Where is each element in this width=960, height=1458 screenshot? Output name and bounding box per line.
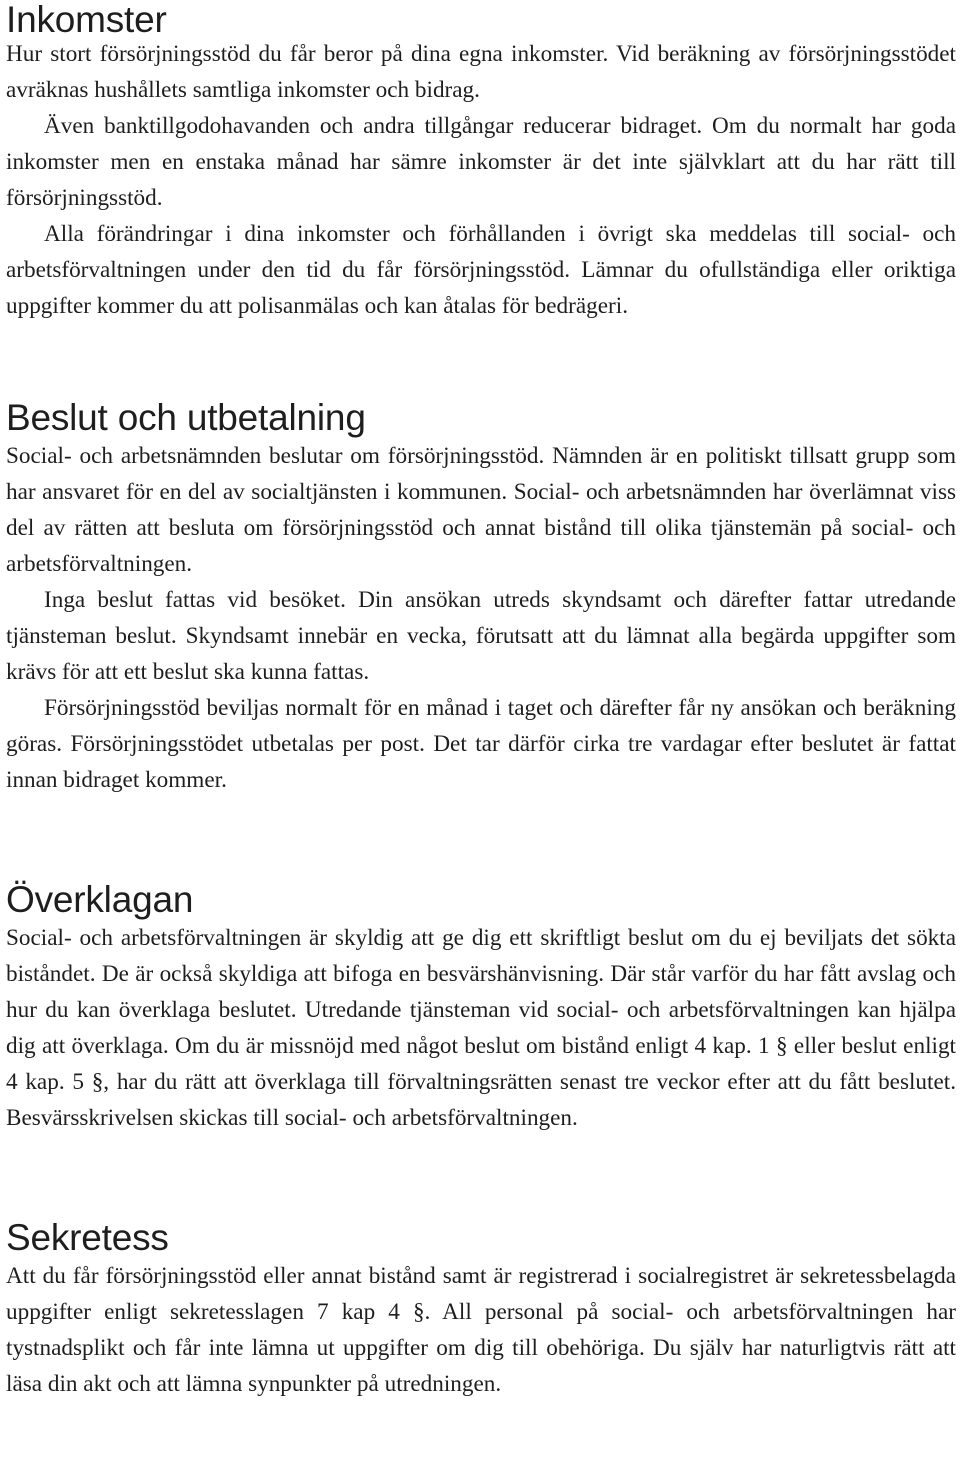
paragraph: Att du får försörjningsstöd eller annat bistånd samt är registrerad i socialregistret är sekretessbelagda uppgifter enligt sekretesslagen 7 kap 4 §. All personal på social- och arbetsförvaltningen har tystnadsplikt och får inte lämna ut uppgifter om dig till obehöriga. Du själv har naturligtvis rätt att läsa din akt och att lämna synpunkter på utredningen.: [6, 1263, 956, 1397]
paragraph: Inga beslut fattas vid besöket. Din ansökan utreds skyndsamt och därefter fattar utredande tjänsteman beslut. Skyndsamt innebär en vecka, förutsatt att du lämnat alla begärda uppgifter som krävs för att ett beslut ska kunna fattas.: [6, 587, 956, 685]
section-overklagan: [6, 880, 956, 1136]
section-beslut-och-utbetalning: [6, 398, 956, 798]
section-heading: Sekretess: [6, 1217, 169, 1258]
section-heading: Beslut och utbetalning: [6, 397, 366, 438]
paragraph: Social- och arbetsnämnden beslutar om försörjningsstöd. Nämnden är en politiskt tillsatt grupp som har ansvaret för en del av socialtjänsten i kommunen. Social- och arbetsnämnden har överlämnat viss del av rätten att besluta om försörjningsstöd och annat bistånd till olika tjänstemän på social- och arbetsförvaltningen.: [6, 443, 956, 577]
paragraph: Hur stort försörjningsstöd du får beror på dina egna inkomster. Vid beräkning av försörjningsstödet avräknas hushållets samtliga inkomster och bidrag.: [6, 41, 956, 103]
paragraph: Även banktillgodohavanden och andra tillgångar reducerar bidraget. Om du normalt har goda inkomster men en enstaka månad har sämre inkomster är det inte självklart att du har rätt till försörjningsstöd.: [6, 113, 956, 211]
section-inkomster: [6, 0, 956, 324]
section-sekretess: [6, 1218, 956, 1402]
section-heading: Överklagan: [6, 879, 194, 920]
paragraph: Social- och arbetsförvaltningen är skyldig att ge dig ett skriftligt beslut om du ej beviljats det sökta biståndet. De är också skyldiga att bifoga en besvärshänvisning. Där står varför du har fått avslag och hur du kan överklaga beslutet. Utredande tjänsteman vid social- och arbetsförvaltningen kan hjälpa dig att överklaga. Om du är missnöjd med något beslut om bistånd enligt 4 kap. 1 § eller beslut enligt 4 kap. 5 §, har du rätt att överklaga till förvaltningsrätten senast tre veckor efter att du fått beslutet. Besvärsskrivelsen skickas till social- och arbetsförvaltningen.: [6, 925, 956, 1131]
section-heading: Inkomster: [6, 0, 167, 40]
paragraph: Alla förändringar i dina inkomster och förhållanden i övrigt ska meddelas till social- och arbetsförvaltningen under den tid du får försörjningsstöd. Lämnar du ofullständiga eller oriktiga uppgifter kommer du att polisanmälas och kan åtalas för bedrägeri.: [6, 221, 956, 319]
paragraph: Försörjningsstöd beviljas normalt för en månad i taget och därefter får ny ansökan och beräkning göras. Försörjningsstödet utbetalas per post. Det tar därför cirka tre vardagar efter beslutet är fattat innan bidraget kommer.: [6, 695, 956, 793]
